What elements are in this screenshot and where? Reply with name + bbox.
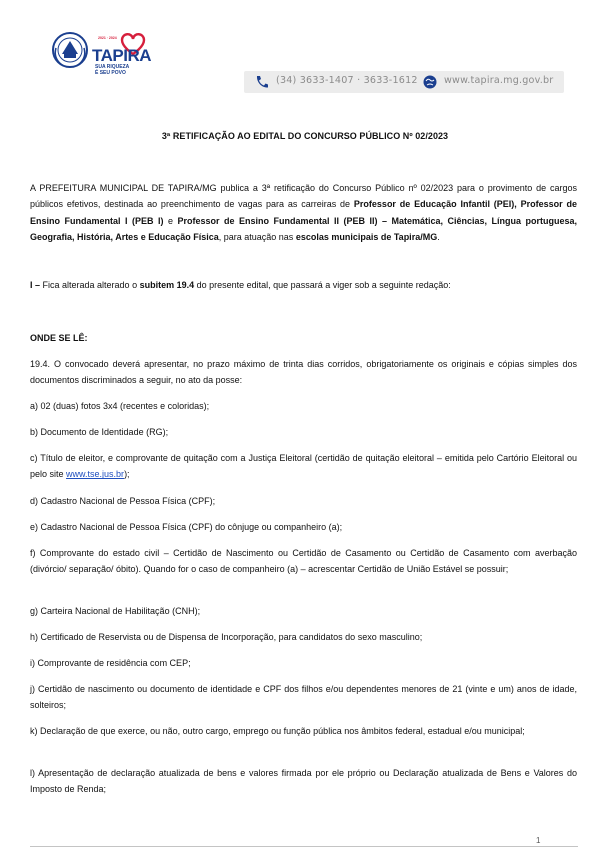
- list-item-b: b) Documento de Identidade (RG);: [30, 427, 169, 437]
- list-item-l: l) Apresentação de declaração atualizada de bens e valores firmada por ele próprio ou Declaração atualizada de Bens e Valores do Imposto de Renda;: [30, 768, 577, 795]
- list-item-k: k) Declaração de que exerce, ou não, outro cargo, emprego ou função pública nos âmbitos federal, estadual e/ou municipal;: [30, 726, 525, 736]
- list-item-j: j) Certidão de nascimento ou documento de identidade e CPF dos filhos e/ou dependentes menores de 21 (vinte e um) anos de idade, solteiros;: [30, 684, 577, 711]
- globe-icon: [422, 74, 438, 90]
- svg-text:TAPIRA: TAPIRA: [92, 46, 152, 65]
- list-item-c: c) Título de eleitor, e comprovante de quitação com a Justiça Eleitoral (certidão de quitação eleitoral – emitida pelo Cartório Eleitoral ou pelo site www.tse.jus.br);: [30, 453, 577, 480]
- document-title: 3ª RETIFICAÇÃO AO EDITAL DO CONCURSO PÚBLICO Nº 02/2023: [161, 131, 449, 141]
- svg-text:SUA RIQUEZA: SUA RIQUEZA: [95, 64, 130, 70]
- list-item-i: i) Comprovante de residência com CEP;: [30, 658, 191, 668]
- contact-bar: [244, 71, 564, 93]
- municipal-seal-icon: [53, 33, 87, 67]
- phone-numbers: (34) 3633-1407 · 3633-1612: [276, 75, 418, 86]
- page-number: 1: [536, 836, 541, 845]
- phone-icon: [254, 74, 270, 90]
- alteration-paragraph: I – Fica alterada alterado o subitem 19.4 do presente edital, que passará a viger sob a seguinte redação:: [30, 280, 451, 290]
- tse-link[interactable]: www.tse.jus.br: [66, 469, 125, 480]
- list-item-f: f) Comprovante do estado civil – Certidão de Nascimento ou Certidão de Casamento ou Certidão de Casamento com averbação (divórcio/ separação/ óbito). Quando for o caso de companheiro (a) – acrescentar Certidão de União Estável se possuir;: [30, 548, 577, 575]
- footer-divider: [30, 846, 578, 847]
- list-item-a: a) 02 (duas) fotos 3x4 (recentes e coloridas);: [30, 401, 210, 411]
- list-item-g: g) Carteira Nacional de Habilitação (CNH);: [30, 606, 201, 616]
- intro-paragraph: A PREFEITURA MUNICIPAL DE TAPIRA/MG publica a 3ª retificação do Concurso Público nº 02/2023 para o provimento de cargos públicos efetivos, destinada ao preenchimento de vagas para as carreiras de Professor de Educação Infantil (PEI), Professor de Ensino Fundamental I (PEB I) e Professor de Ensino Fundamental II (PEB II) – Matemática, Ciências, Língua portuguesa, Geografia, História, Artes e Educação Física, para atuação nas escolas municipais de Tapira/MG.: [30, 183, 578, 243]
- letterhead: [0, 0, 610, 110]
- list-item-e: e) Cadastro Nacional de Pessoa Física (CPF) do cônjuge ou companheiro (a);: [30, 522, 343, 532]
- website-url: www.tapira.mg.gov.br: [444, 75, 554, 86]
- svg-text:2021 · 2024: 2021 · 2024: [98, 36, 117, 40]
- svg-text:É SEU POVO: É SEU POVO: [95, 70, 126, 76]
- list-item-d: d) Cadastro Nacional de Pessoa Física (CPF);: [30, 496, 216, 506]
- tapira-logo: [48, 28, 198, 78]
- item-19-4: 19.4. O convocado deverá apresentar, no prazo máximo de trinta dias corridos, obrigatoriamente os originais e cópias simples dos documentos discriminados a seguir, no ato da posse:: [30, 359, 577, 386]
- list-item-h: h) Certificado de Reservista ou de Dispensa de Incorporação, para candidatos do sexo masculino;: [30, 632, 423, 642]
- onde-se-le-heading: ONDE SE LÊ:: [30, 333, 88, 343]
